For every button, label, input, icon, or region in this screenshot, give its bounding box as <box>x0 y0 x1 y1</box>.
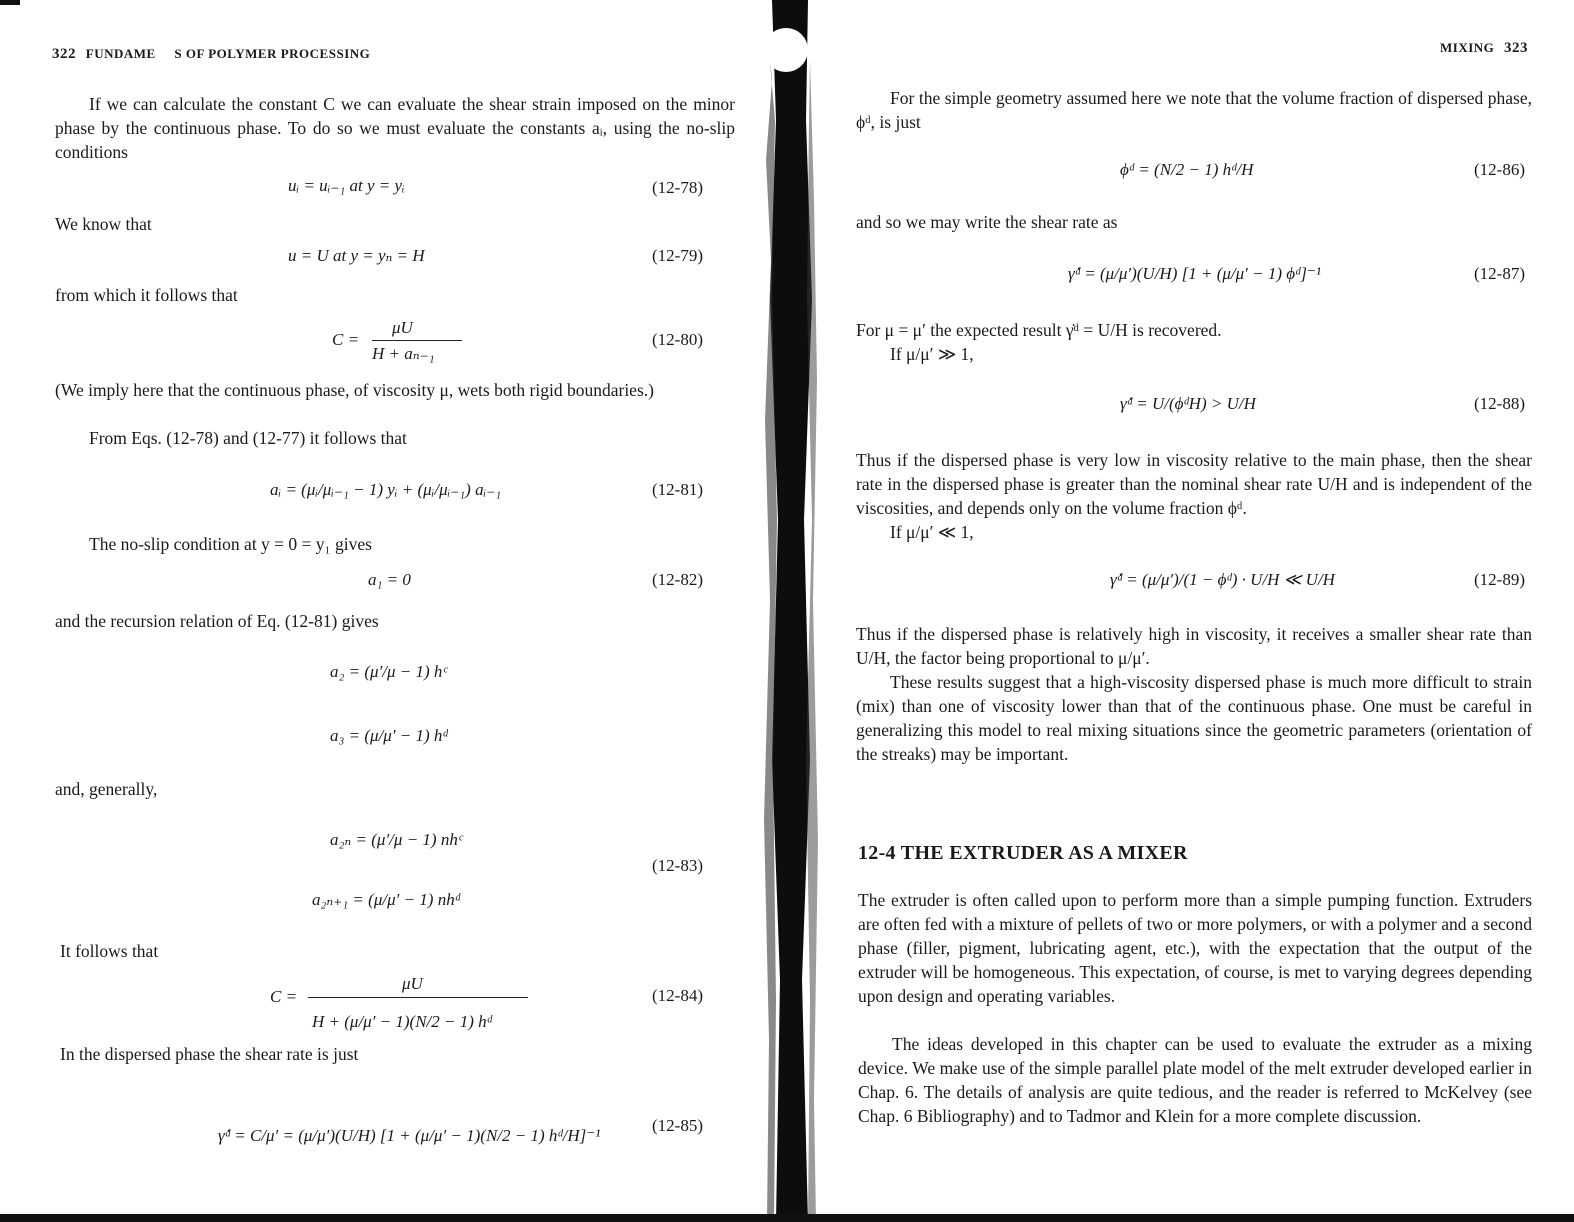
equation: a₁ = 0 <box>368 570 411 589</box>
equation-number: (12-85) <box>652 1116 703 1135</box>
paragraph: If μ/μ′ ≪ 1, <box>890 522 974 542</box>
paragraph: Thus if the dispersed phase is very low in viscosity relative to the main phase, then the shear rate in the dispersed phase is greater than the nominal shear rate U/H and is independent of the viscosities, and depends only on the volume fraction ϕᵈ. <box>856 450 1532 518</box>
paragraph: From Eqs. (12-78) and (12-77) it follows that <box>89 428 407 448</box>
equation-numerator: μU <box>402 974 423 993</box>
running-head-title: MIXING <box>1440 40 1495 55</box>
equation: a₂ = (μ′/μ − 1) hᶜ <box>330 662 447 681</box>
equation-denominator: H + (μ/μ′ − 1)(N/2 − 1) hᵈ <box>312 1012 492 1031</box>
page-number: 323 <box>1504 40 1529 56</box>
equation: γ̇ᵈ = C/μ′ = (μ/μ′)(U/H) [1 + (μ/μ′ − 1)(N/2 − 1) hᵈ/H]⁻¹ <box>218 1126 601 1145</box>
running-head-right <box>1440 40 1528 57</box>
equation: C = <box>270 987 298 1006</box>
equation-number: (12-83) <box>652 856 703 875</box>
paragraph: It follows that <box>60 941 159 961</box>
equation: a₃ = (μ/μ′ − 1) hᵈ <box>330 726 448 745</box>
section-heading: 12-4 THE EXTRUDER AS A MIXER <box>858 842 1188 864</box>
right-page <box>820 0 1574 1222</box>
paragraph: If μ/μ′ ≫ 1, <box>890 344 974 364</box>
paragraph: For the simple geometry assumed here we note that the volume fraction of dispersed phase, ϕᵈ, is just <box>856 88 1532 132</box>
paragraph: from which it follows that <box>55 285 238 305</box>
equation: a₂ₙ₊₁ = (μ/μ′ − 1) nhᵈ <box>312 890 460 909</box>
paragraph: and the recursion relation of Eq. (12-81) gives <box>55 611 379 631</box>
equation: ϕᵈ = (N/2 − 1) hᵈ/H <box>1120 160 1254 179</box>
paragraph: Thus if the dispersed phase is relatively high in viscosity, it receives a smaller shear rate than U/H, the factor being proportional to μ/μ′. <box>856 624 1532 668</box>
equation-number: (12-89) <box>1474 570 1525 589</box>
equation: uᵢ = uᵢ₋₁ at y = yᵢ <box>288 176 405 195</box>
paragraph: We know that <box>55 214 152 234</box>
paragraph: These results suggest that a high-viscosity dispersed phase is much more difficult to strain (mix) than one of viscosity lower than that of the continuous phase. One must be careful in generalizing this model to real mixing situations since the geometric parameters (orientation of the streaks) may be important. <box>856 672 1532 764</box>
paragraph: In the dispersed phase the shear rate is just <box>60 1044 359 1064</box>
paragraph: The no-slip condition at y = 0 = y₁ gives <box>89 534 372 554</box>
equation-number: (12-78) <box>652 178 703 197</box>
equation-number: (12-79) <box>652 246 703 265</box>
paragraph: and, generally, <box>55 779 158 799</box>
running-head-left <box>52 46 370 63</box>
paragraph: For μ = μ′ the expected result γ̇ᵈ = U/H is recovered. <box>856 320 1222 340</box>
equation: a₂ₙ = (μ′/μ − 1) nhᶜ <box>330 830 463 849</box>
equation-number: (12-82) <box>652 570 703 589</box>
running-head-title: FUNDAME S OF POLYMER PROCESSING <box>85 46 371 61</box>
paragraph: If we can calculate the constant C we can evaluate the shear strain imposed on the minor phase by the continuous phase. To do so we must evaluate the constants aᵢ, using the no-slip conditions <box>55 94 735 162</box>
equation-numerator: μU <box>392 318 413 337</box>
equation: C = <box>332 330 360 349</box>
paragraph: and so we may write the shear rate as <box>856 212 1118 232</box>
equation-number: (12-80) <box>652 330 703 349</box>
equation-number: (12-86) <box>1474 160 1525 179</box>
equation-number: (12-84) <box>652 986 703 1005</box>
equation-number: (12-88) <box>1474 394 1525 413</box>
equation-number: (12-87) <box>1474 264 1525 283</box>
equation: aᵢ = (μᵢ/μᵢ₋₁ − 1) yᵢ + (μᵢ/μᵢ₋₁) aᵢ₋₁ <box>270 480 502 499</box>
equation: γ̇ᵈ = U/(ϕᵈH) > U/H <box>1120 394 1256 413</box>
paragraph: The extruder is often called upon to perform more than a simple pumping function. Extruders are often fed with a mixture of pellets of two or more polymers, or with a polymer and a second phase (filler, pigment, lubricating agent, etc.), with the expectation that the output of the extruder will be homogeneous. This expectation, of course, is met to varying degrees depending upon design and operating variables. <box>858 890 1532 1006</box>
page-number: 322 <box>52 46 76 62</box>
paragraph: The ideas developed in this chapter can be used to evaluate the extruder as a mixing device. We make use of the simple parallel plate model of the melt extruder developed earlier in Chap. 6. The details of analysis are quite tedious, and the reader is referred to McKelvey (see Chap. 6 Bibliography) and to Tadmor and Klein for a more complete discussion. <box>858 1034 1532 1126</box>
fraction-bar <box>372 340 462 341</box>
left-page <box>0 0 760 1222</box>
scan-bottom-edge <box>0 1214 1574 1222</box>
paragraph: (We imply here that the continuous phase, of viscosity μ, wets both rigid boundaries.) <box>55 380 654 400</box>
equation-number: (12-81) <box>652 480 703 499</box>
equation: γ̇ᵈ = (μ/μ′)/(1 − ϕᵈ) · U/H ≪ U/H <box>1110 570 1335 589</box>
fraction-bar <box>308 997 528 998</box>
equation: u = U at y = yₙ = H <box>288 246 425 265</box>
book-spine-shadow <box>762 0 822 1222</box>
equation: γ̇ᵈ = (μ/μ′)(U/H) [1 + (μ/μ′ − 1) ϕᵈ]⁻¹ <box>1068 264 1322 283</box>
equation-denominator: H + aₙ₋₁ <box>372 344 435 363</box>
